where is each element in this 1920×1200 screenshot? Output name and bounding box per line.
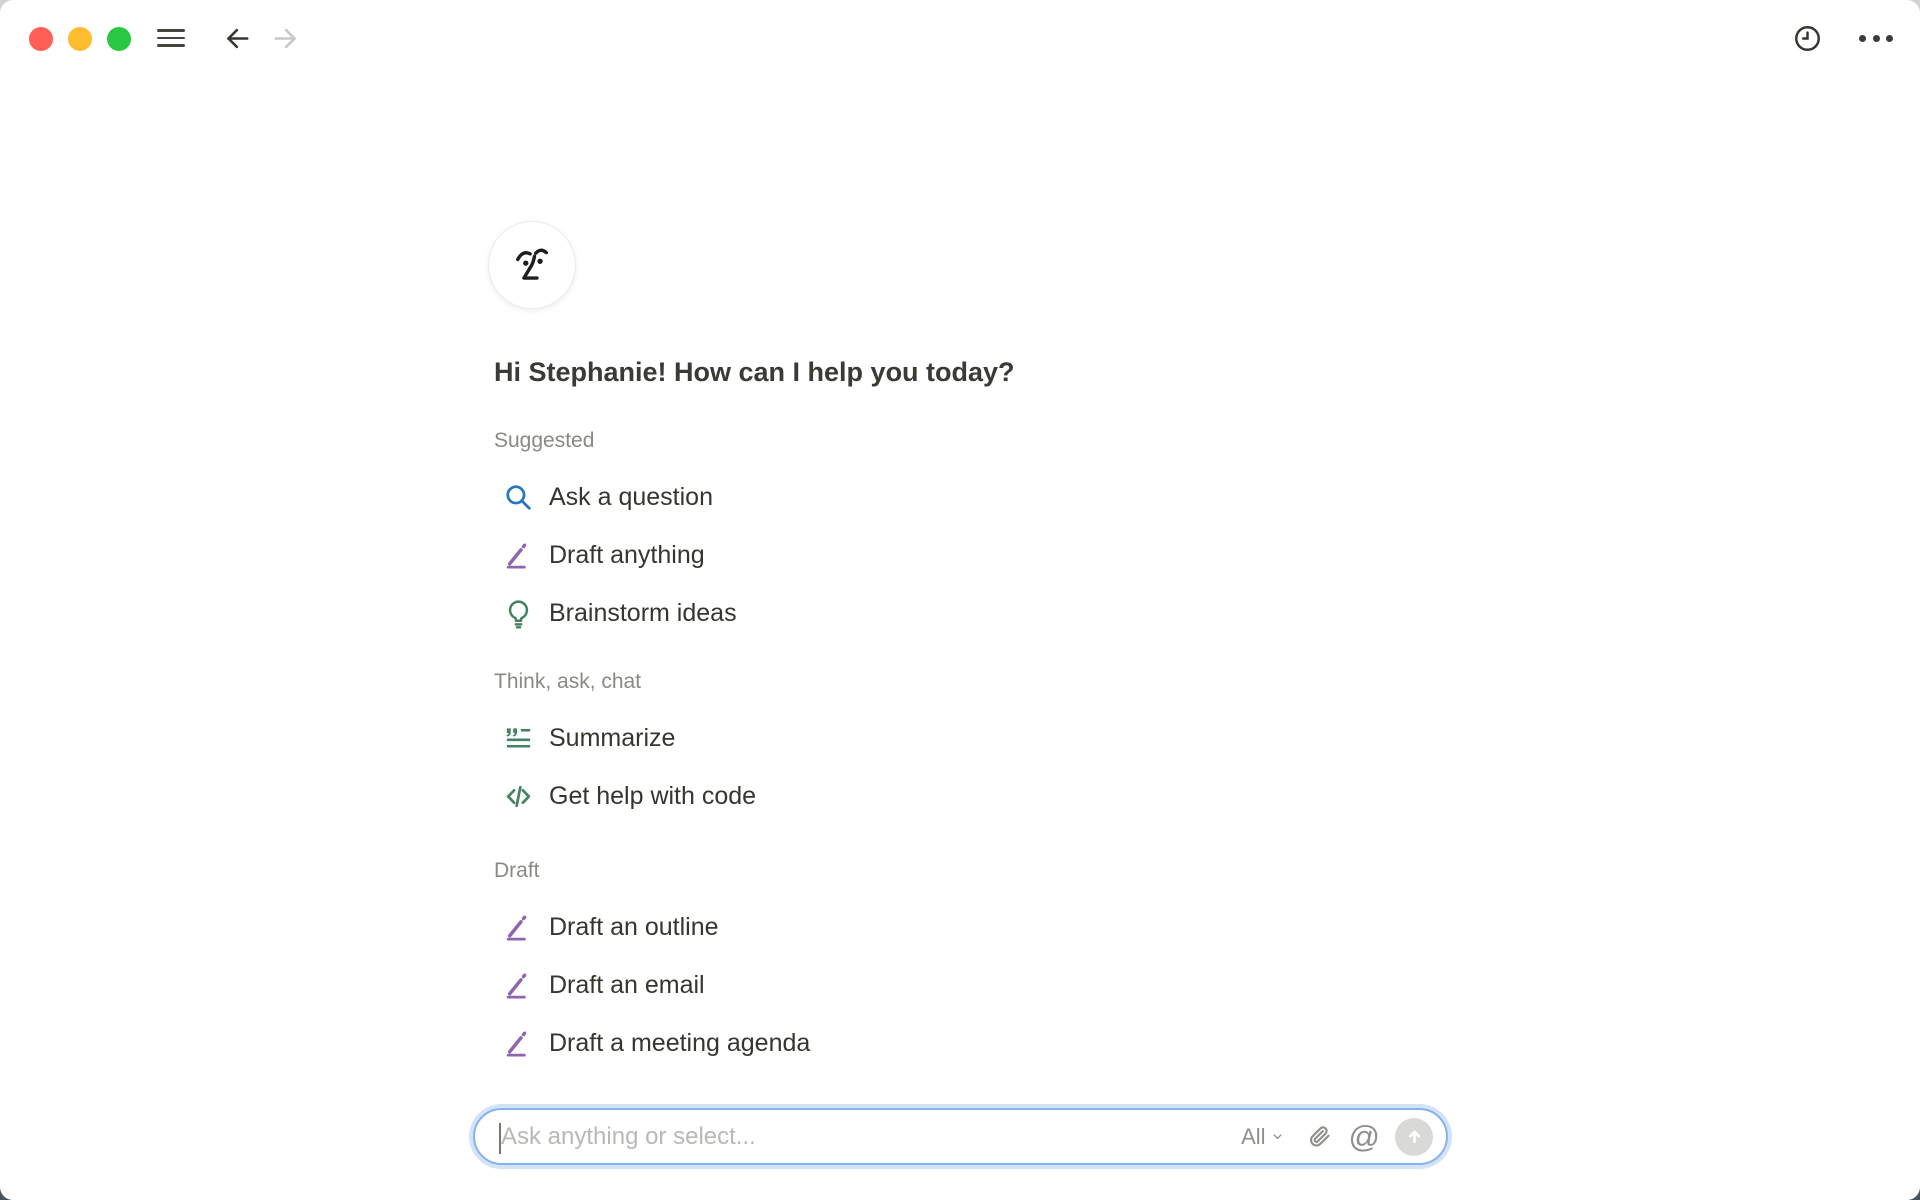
paperclip-icon bbox=[1306, 1123, 1333, 1150]
suggestion-label: Ask a question bbox=[549, 482, 713, 511]
scope-label: All bbox=[1241, 1123, 1266, 1149]
code-icon bbox=[503, 781, 534, 812]
suggestion-section bbox=[470, 427, 1450, 642]
suggestion-label: Draft a meeting agenda bbox=[549, 1028, 811, 1057]
zoom-window-button[interactable] bbox=[107, 27, 131, 51]
notion-ai-avatar bbox=[488, 221, 576, 309]
arrow-up-icon bbox=[1403, 1125, 1426, 1148]
forward-button[interactable] bbox=[270, 23, 301, 54]
sidebar-menu-button[interactable] bbox=[157, 29, 185, 47]
suggestion-label: Summarize bbox=[549, 723, 676, 752]
pen-icon bbox=[503, 1028, 534, 1059]
suggestion-summarize[interactable] bbox=[470, 709, 1450, 767]
suggestion-draft-anything[interactable] bbox=[470, 526, 1450, 584]
suggestion-label: Draft an outline bbox=[549, 912, 719, 941]
summarize-icon bbox=[503, 723, 534, 754]
suggestion-label: Brainstorm ideas bbox=[549, 598, 737, 627]
greeting-text: Hi Stephanie! How can I help you today? bbox=[494, 357, 1015, 387]
chat-composer bbox=[473, 1108, 1448, 1165]
arrow-left-icon bbox=[222, 23, 253, 54]
pen-icon bbox=[503, 912, 534, 943]
chat-input[interactable] bbox=[475, 1110, 1241, 1163]
ellipsis-icon bbox=[1859, 35, 1866, 42]
back-button[interactable] bbox=[222, 23, 253, 54]
history-button[interactable] bbox=[1792, 23, 1823, 54]
suggestion-draft-an-email[interactable] bbox=[470, 956, 1450, 1014]
chevron-down-icon bbox=[1270, 1129, 1285, 1144]
section-header: Suggested bbox=[494, 429, 595, 452]
suggestion-label: Draft an email bbox=[549, 970, 705, 999]
suggestion-sections bbox=[470, 427, 1450, 1072]
suggestion-brainstorm-ideas[interactable] bbox=[470, 584, 1450, 642]
suggestion-draft-a-meeting-agenda[interactable] bbox=[470, 1014, 1450, 1072]
suggestion-label: Get help with code bbox=[549, 781, 757, 810]
attach-file-button[interactable] bbox=[1306, 1123, 1333, 1150]
more-options-button[interactable] bbox=[1859, 35, 1893, 42]
suggestion-section bbox=[470, 857, 1450, 1072]
suggestion-get-help-with-code[interactable] bbox=[470, 767, 1450, 825]
pen-icon bbox=[503, 540, 534, 571]
suggestion-ask-a-question[interactable] bbox=[470, 468, 1450, 526]
section-header: Think, ask, chat bbox=[494, 670, 642, 693]
suggestion-draft-an-outline[interactable] bbox=[470, 898, 1450, 956]
search-icon bbox=[503, 482, 534, 513]
bulb-icon bbox=[503, 598, 534, 629]
clock-icon bbox=[1792, 23, 1823, 54]
close-window-button[interactable] bbox=[29, 27, 53, 51]
send-button[interactable] bbox=[1395, 1118, 1433, 1156]
pen-icon bbox=[503, 970, 534, 1001]
text-caret bbox=[499, 1123, 501, 1154]
section-header: Draft bbox=[494, 859, 540, 882]
suggestion-section bbox=[470, 668, 1450, 825]
minimize-window-button[interactable] bbox=[68, 27, 92, 51]
arrow-right-icon bbox=[270, 23, 301, 54]
suggestion-label: Draft anything bbox=[549, 540, 705, 569]
mention-button[interactable] bbox=[1349, 1121, 1380, 1152]
ai-face-icon bbox=[501, 234, 563, 296]
scope-selector[interactable] bbox=[1241, 1124, 1284, 1150]
at-sign-icon: @ bbox=[1348, 1119, 1380, 1154]
window-controls bbox=[29, 27, 131, 51]
